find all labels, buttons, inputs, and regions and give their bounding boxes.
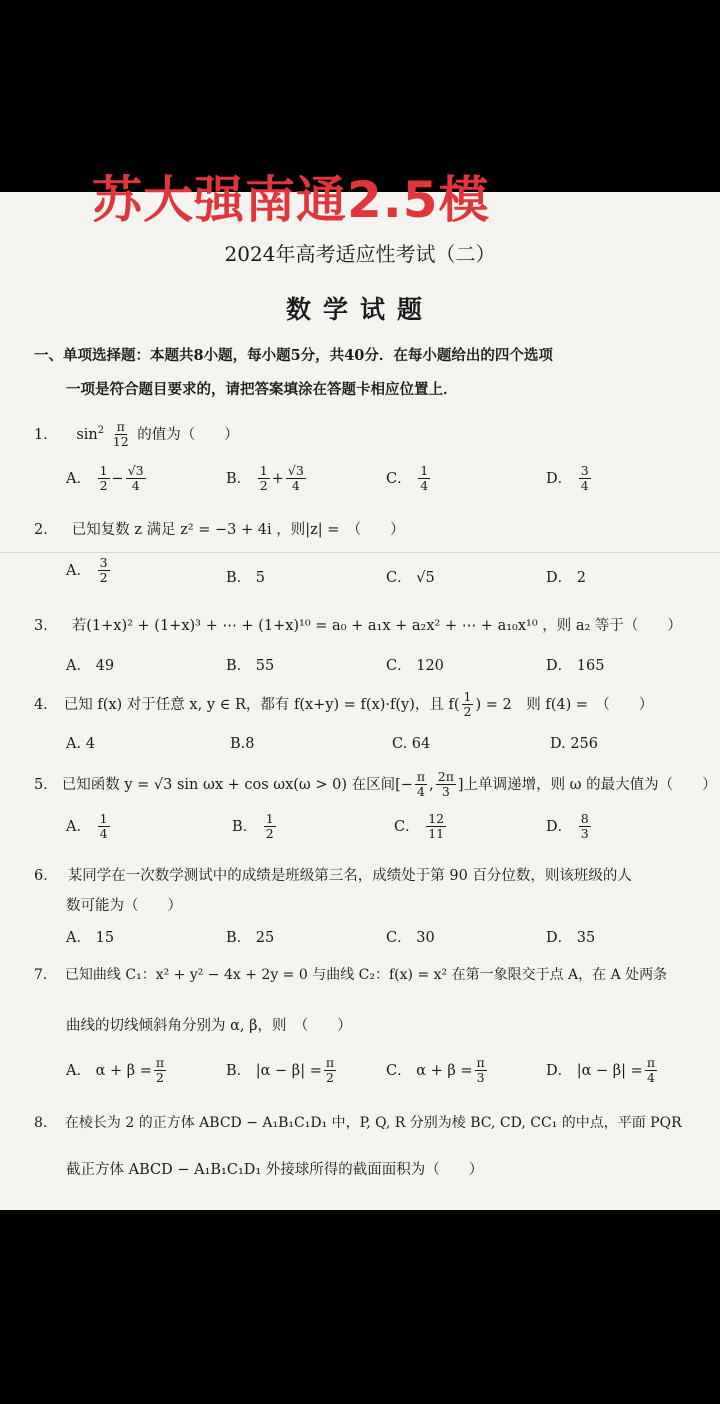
option-c: C． 120 [386, 658, 444, 674]
question-6: 6． 某同学在一次数学测试中的成绩是班级第三名，成绩处于第 90 百分位数，则该班级的人 [34, 868, 632, 884]
question-1 [34, 420, 239, 450]
option-c: C． $\frac{1}{4}$ [386, 463, 429, 494]
question-number: 1． [34, 426, 58, 443]
section-heading-line1: 一、单项选择题：本题共8小题，每小题5分，共40分．在每小题给出的四个选项 [34, 347, 553, 364]
option-d: D． 165 [546, 658, 605, 674]
option-d: D． |α − β| = $\frac{\pi}{4}$ [546, 1055, 656, 1086]
question-8-line2: 截正方体 ABCD − A₁B₁C₁D₁ 外接球所得的截面面积为（ ） [66, 1162, 484, 1178]
option-d: D． $\frac{3}{4}$ [546, 463, 589, 494]
option-a: A． 15 [66, 930, 115, 946]
option-b: B． $\frac{1}{2}$ [232, 811, 274, 842]
exam-paper [0, 192, 720, 1210]
option-a: A． 49 [66, 658, 115, 674]
section-heading-line2: 一项是符合题目要求的，请把答案填涂在答题卡相应位置上． [66, 381, 458, 398]
option-b: B． 55 [226, 658, 275, 674]
option-b: B． |α − β| = $\frac{\pi}{2}$ [226, 1055, 335, 1086]
option-b: B． 25 [226, 930, 275, 946]
exam-title: 2024年高考适应性考试（二） [224, 242, 496, 266]
option-b: B． 5 [226, 570, 265, 586]
question-2: 2． 已知复数 z 满足 z² = −3 + 4i ，则|z| = （ ） [34, 522, 405, 538]
question-6-line2: 数可能为（ ） [66, 898, 182, 914]
question-text: 的值为（ ） [137, 426, 239, 443]
option-b: B． $\frac{1}{2}$ + $\frac{√3}{4}$ [226, 463, 304, 494]
overlay-title: 苏大强南通2.5模 [92, 171, 490, 229]
question-text: sin [76, 426, 98, 443]
question-8: 8． 在棱长为 2 的正方体 ABCD − A₁B₁C₁D₁ 中，P, Q, R 分别为棱 BC, CD, CC₁ 的中点，平面 PQR [34, 1115, 682, 1131]
exponent: 2 [97, 425, 105, 437]
question-7-line2: 曲线的切线倾斜角分别为 α, β，则 （ ） [66, 1018, 352, 1034]
scan-fold-line [0, 552, 720, 553]
option-c: C． √5 [386, 570, 435, 586]
option-a: A. 4 [66, 736, 95, 752]
question-3: 3． 若(1+x)² + (1+x)³ + ⋯ + (1+x)¹⁰ = a₀ + a₁x + a₂x² + ⋯ + a₁₀x¹⁰ ，则 a₂ 等于（ ） [34, 618, 682, 634]
option-c: C． 30 [386, 930, 435, 946]
option-b: B.8 [230, 736, 255, 752]
option-a: A． $\frac{3}{2}$ [66, 555, 108, 586]
option-d: D． $\frac{8}{3}$ [546, 811, 589, 842]
option-a: A． $\frac{1}{4}$ [66, 811, 108, 842]
option-d: D． 2 [546, 570, 586, 586]
question-5: 5． 已知函数 y = √3 sin ωx + cos ωx(ω > 0) 在区间[− $\frac{\pi}{4}$ , $\frac{2\pi}{3}$ ]上单调递增，则 ω 的最大值为（ ） [34, 769, 717, 800]
option-d: D. 256 [550, 736, 599, 752]
option-c: C. 64 [392, 736, 431, 752]
fraction: $\frac{\pi}{12}$ [112, 419, 129, 450]
option-a: A． $\frac{1}{2}$ − $\frac{√3}{4}$ [66, 463, 144, 494]
option-a: A． α + β = $\frac{\pi}{2}$ [66, 1055, 165, 1086]
option-c: C． α + β = $\frac{\pi}{3}$ [386, 1055, 485, 1086]
question-4: 4． 已知 f(x) 对于任意 x, y ∈ R，都有 f(x+y) = f(x)·f(y)，且 f( $\frac{1}{2}$ ) = 2 则 f(4) = （ ） [34, 689, 654, 720]
question-7: 7． 已知曲线 C₁：x² + y² − 4x + 2y = 0 与曲线 C₂：f(x) = x² 在第一象限交于点 A，在 A 处两条 [34, 967, 668, 983]
option-c: C． $\frac{12}{11}$ [394, 811, 445, 842]
option-d: D． 35 [546, 930, 596, 946]
subject-title: 数学试题 [285, 295, 434, 324]
